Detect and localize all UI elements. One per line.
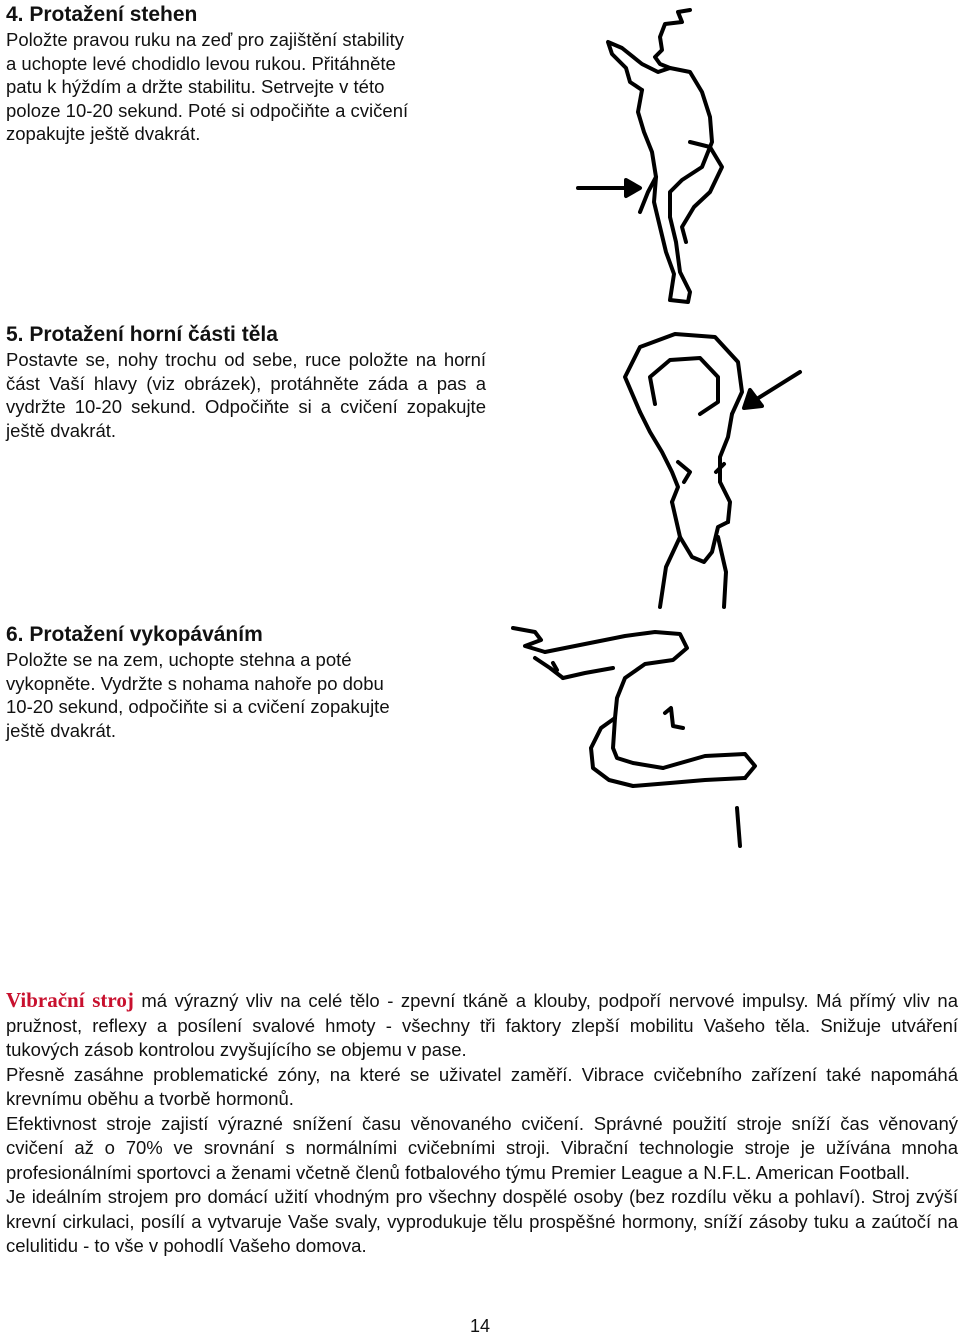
section-heading: 4. Protažení stehen bbox=[6, 3, 198, 26]
thigh-stretch-illustration bbox=[570, 2, 750, 312]
upper-body-stretch-illustration bbox=[600, 322, 810, 612]
instruction-line: vykopněte. Vydržte s nohama nahoře po dobu bbox=[6, 672, 384, 694]
section-kick-stretch bbox=[6, 622, 466, 742]
instruction-line: Položte se na zem, uchopte stehna a poté bbox=[6, 649, 352, 670]
info-paragraph: Je ideálním strojem pro domácí užití vhodným pro všechny dospělé osoby (bez rozdílu věku a pohlaví). Stroj zvýší krevní cirkulaci, posílí a vytvaruje Vaše svaly, vyprodukuje tělu prospěšné hormony, sníží zásoby tuku a zaútočí na celulitidu - to vše v pohodlí Vašeho domova. bbox=[6, 1186, 958, 1256]
info-paragraph: Přesně zasáhne problematické zóny, na které se uživatel zaměří. Vibrace cvičebního zařízení také napomáhá krevnímu oběhu a tvorbě hormonů. bbox=[6, 1063, 958, 1109]
info-paragraph bbox=[6, 988, 958, 1063]
section-thigh-stretch bbox=[6, 2, 476, 146]
instruction-line: Položte pravou ruku na zeď pro zajištění stability bbox=[6, 29, 405, 50]
section-heading: 5. Protažení horní části těla bbox=[6, 323, 278, 346]
instruction-line: zopakujte ještě dvakrát. bbox=[6, 123, 201, 144]
brand-name: Vibrační stroj bbox=[6, 988, 134, 1012]
info-paragraph: Efektivnost stroje zajistí výrazné snížení času věnovaného cvičení. Správné použití stroje sníží čas věnovaný cvičení až o 70% ve srovnání s normálními cvičebními stroji. Vibrační technologie stroje je užívána mnoha profesionálními sportovci a ženami včetně členů fotbalového týmu Premier League a N.F.L. American Football. bbox=[6, 1112, 958, 1183]
instruction-line: a uchopte levé chodidlo levou rukou. Přitáhněte bbox=[6, 52, 396, 74]
section-upper-body-stretch bbox=[6, 322, 486, 442]
section-heading: 6. Protažení vykopáváním bbox=[6, 623, 263, 646]
info-text: má výrazný vliv na celé tělo - zpevní tkáně a klouby, podpoří nervové impulsy. Má přímý vliv na pružnost, reflexy a posílení svalové hmoty - všechny tři faktory zlepší mobilitu Vašeho těla. Snižuje utváření tukových zásob kontrolou zvyšujícího se objemu v pase. bbox=[6, 990, 959, 1060]
instruction-line: patu k hýždím a držte stabilitu. Setrvejte v této bbox=[6, 76, 385, 97]
instruction-line: ještě dvakrát. bbox=[6, 719, 117, 741]
vibration-machine-info bbox=[6, 988, 958, 1259]
kick-stretch-illustration bbox=[505, 618, 765, 853]
instruction-line: 10-20 sekund, odpočiňte si a cvičení zopakujte bbox=[6, 696, 390, 717]
instruction-line: poloze 10-20 sekund. Poté si odpočiňte a cvičení bbox=[6, 99, 409, 121]
instruction-text: Postavte se, nohy trochu od sebe, ruce položte na horní část Vaší hlavy (viz obrázek), protáhněte záda a pas a vydržte 10-20 sekund. Odpočiňte si a cvičení zopakujte ještě dvakrát. bbox=[6, 349, 486, 441]
page-number: 14 bbox=[469, 1316, 491, 1336]
